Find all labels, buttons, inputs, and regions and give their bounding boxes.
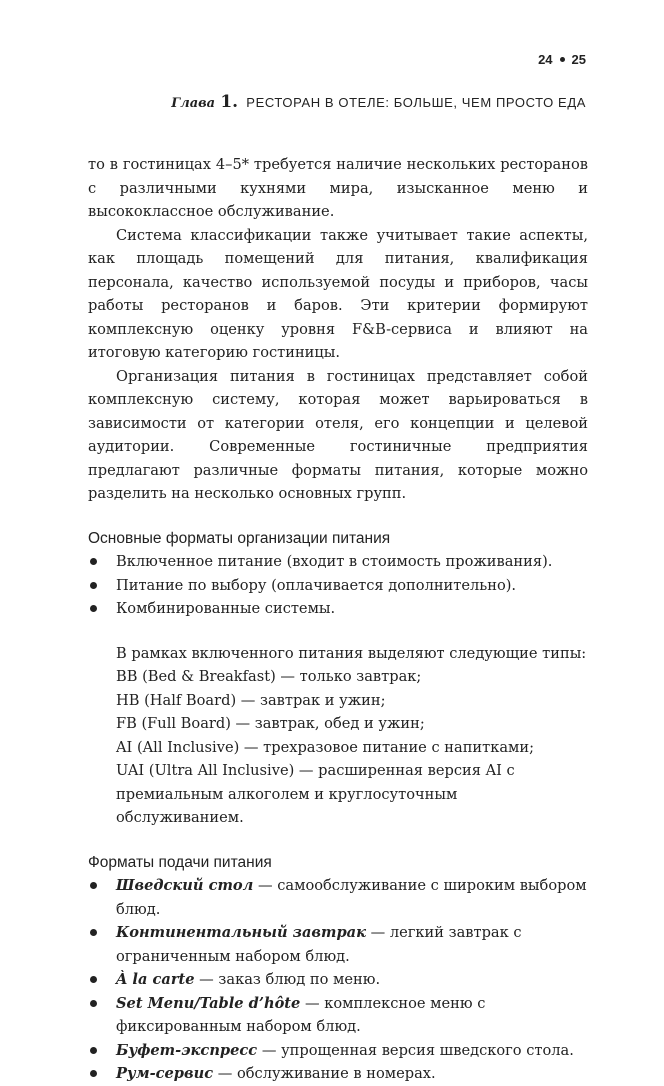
- term: Set Menu/Table d’hôte: [116, 994, 301, 1012]
- term: Рум-сервис: [116, 1065, 214, 1082]
- board-type: FB (Full Board) — завтрак, обед и ужин;: [116, 715, 425, 732]
- list-item: [88, 574, 588, 598]
- term-description: — упрощенная версия шведского стола.: [257, 1041, 574, 1059]
- bullet-icon: [90, 582, 97, 589]
- term-description: — обслуживание в номерах.: [213, 1065, 436, 1082]
- list-item: [88, 921, 588, 968]
- bullet-icon: [90, 558, 97, 565]
- separator-dot: [560, 57, 565, 62]
- board-type: HB (Half Board) — завтрак и ужин;: [116, 691, 386, 709]
- term-description: — комплексное меню с фиксированным набором блюд.: [116, 994, 486, 1035]
- page-body: [88, 153, 588, 1086]
- term: Континентальный завтрак: [116, 924, 366, 941]
- bullet-icon: [90, 976, 97, 983]
- paragraph: Организация питания в гостиницах представляет собой комплексную систему, которая может варьироваться в зависимости от категории отеля, его концепции и целевой аудитории. Современные гостиничные предприятия предлагают различные форматы питания, которые можно разделить на несколько основных групп.: [88, 367, 588, 502]
- page-numbers: [538, 52, 586, 67]
- paragraph: Система классификации также учитывает такие аспекты, как площадь помещений для питания, квалификация персонала, качество используемой посуды и приборов, часы работы ресторанов и баров. Эти критерии формируют комплексную оценку уровня F&B-сервиса и влияют на итоговую категорию гостиницы.: [88, 226, 588, 361]
- bullet-icon: [90, 929, 97, 936]
- running-header: [171, 92, 586, 112]
- list-item: [88, 597, 588, 621]
- bullet-icon: [90, 605, 97, 612]
- board-type: UAI (Ultra All Inclusive) — расширенная версия AI с премиальным алкоголем и круглосуточным обслуживанием.: [116, 762, 515, 826]
- term-description: — легкий завтрак с ограниченным набором блюд.: [116, 924, 522, 965]
- paragraph: то в гостиницах 4–5* требуется наличие нескольких ресторанов с различными кухнями мира, изысканное меню и высококлассное обслуживание.: [88, 156, 588, 220]
- chapter-title: РЕСТОРАН В ОТЕЛЕ: БОЛЬШЕ, ЧЕМ ПРОСТО ЕДА: [246, 95, 586, 110]
- term-description: — самообслуживание с широким выбором блюд.: [116, 877, 587, 918]
- bullet-icon: [90, 1070, 97, 1077]
- bullet-list: [88, 874, 588, 1086]
- board-types: [88, 642, 588, 830]
- chapter-number: 1.: [220, 92, 239, 112]
- term-description: — заказ блюд по меню.: [194, 971, 381, 988]
- board-type: BB (Bed & Breakfast) — только завтрак;: [116, 668, 422, 685]
- term: Шведский стол: [116, 877, 254, 894]
- list-item-text: Комбинированные системы.: [116, 600, 336, 617]
- bullet-icon: [90, 882, 97, 889]
- page-number-left: 24: [538, 52, 553, 67]
- bullet-list: [88, 550, 588, 621]
- list-item: [88, 1062, 588, 1086]
- list-item-text: Питание по выбору (оплачивается дополнительно).: [116, 576, 517, 594]
- term: À la carte: [116, 971, 195, 988]
- list-item-text: Включенное питание (входит в стоимость проживания).: [116, 553, 553, 570]
- page-number-right: 25: [571, 52, 586, 67]
- list-item: [88, 1039, 588, 1063]
- board-type: AI (All Inclusive) — трехразовое питание с напитками;: [116, 738, 535, 756]
- types-intro: В рамках включенного питания выделяют следующие типы:: [116, 644, 587, 662]
- chapter-word: Глава: [171, 96, 216, 111]
- section-heading: Форматы подачи питания: [88, 853, 272, 871]
- list-item: [88, 992, 588, 1039]
- bullet-icon: [90, 1000, 97, 1007]
- term: Буфет-экспресс: [116, 1041, 258, 1059]
- bullet-icon: [90, 1047, 97, 1054]
- list-item: [88, 874, 588, 921]
- list-item: [88, 968, 588, 992]
- list-item: [88, 550, 588, 574]
- section-heading: Основные форматы организации питания: [88, 529, 391, 547]
